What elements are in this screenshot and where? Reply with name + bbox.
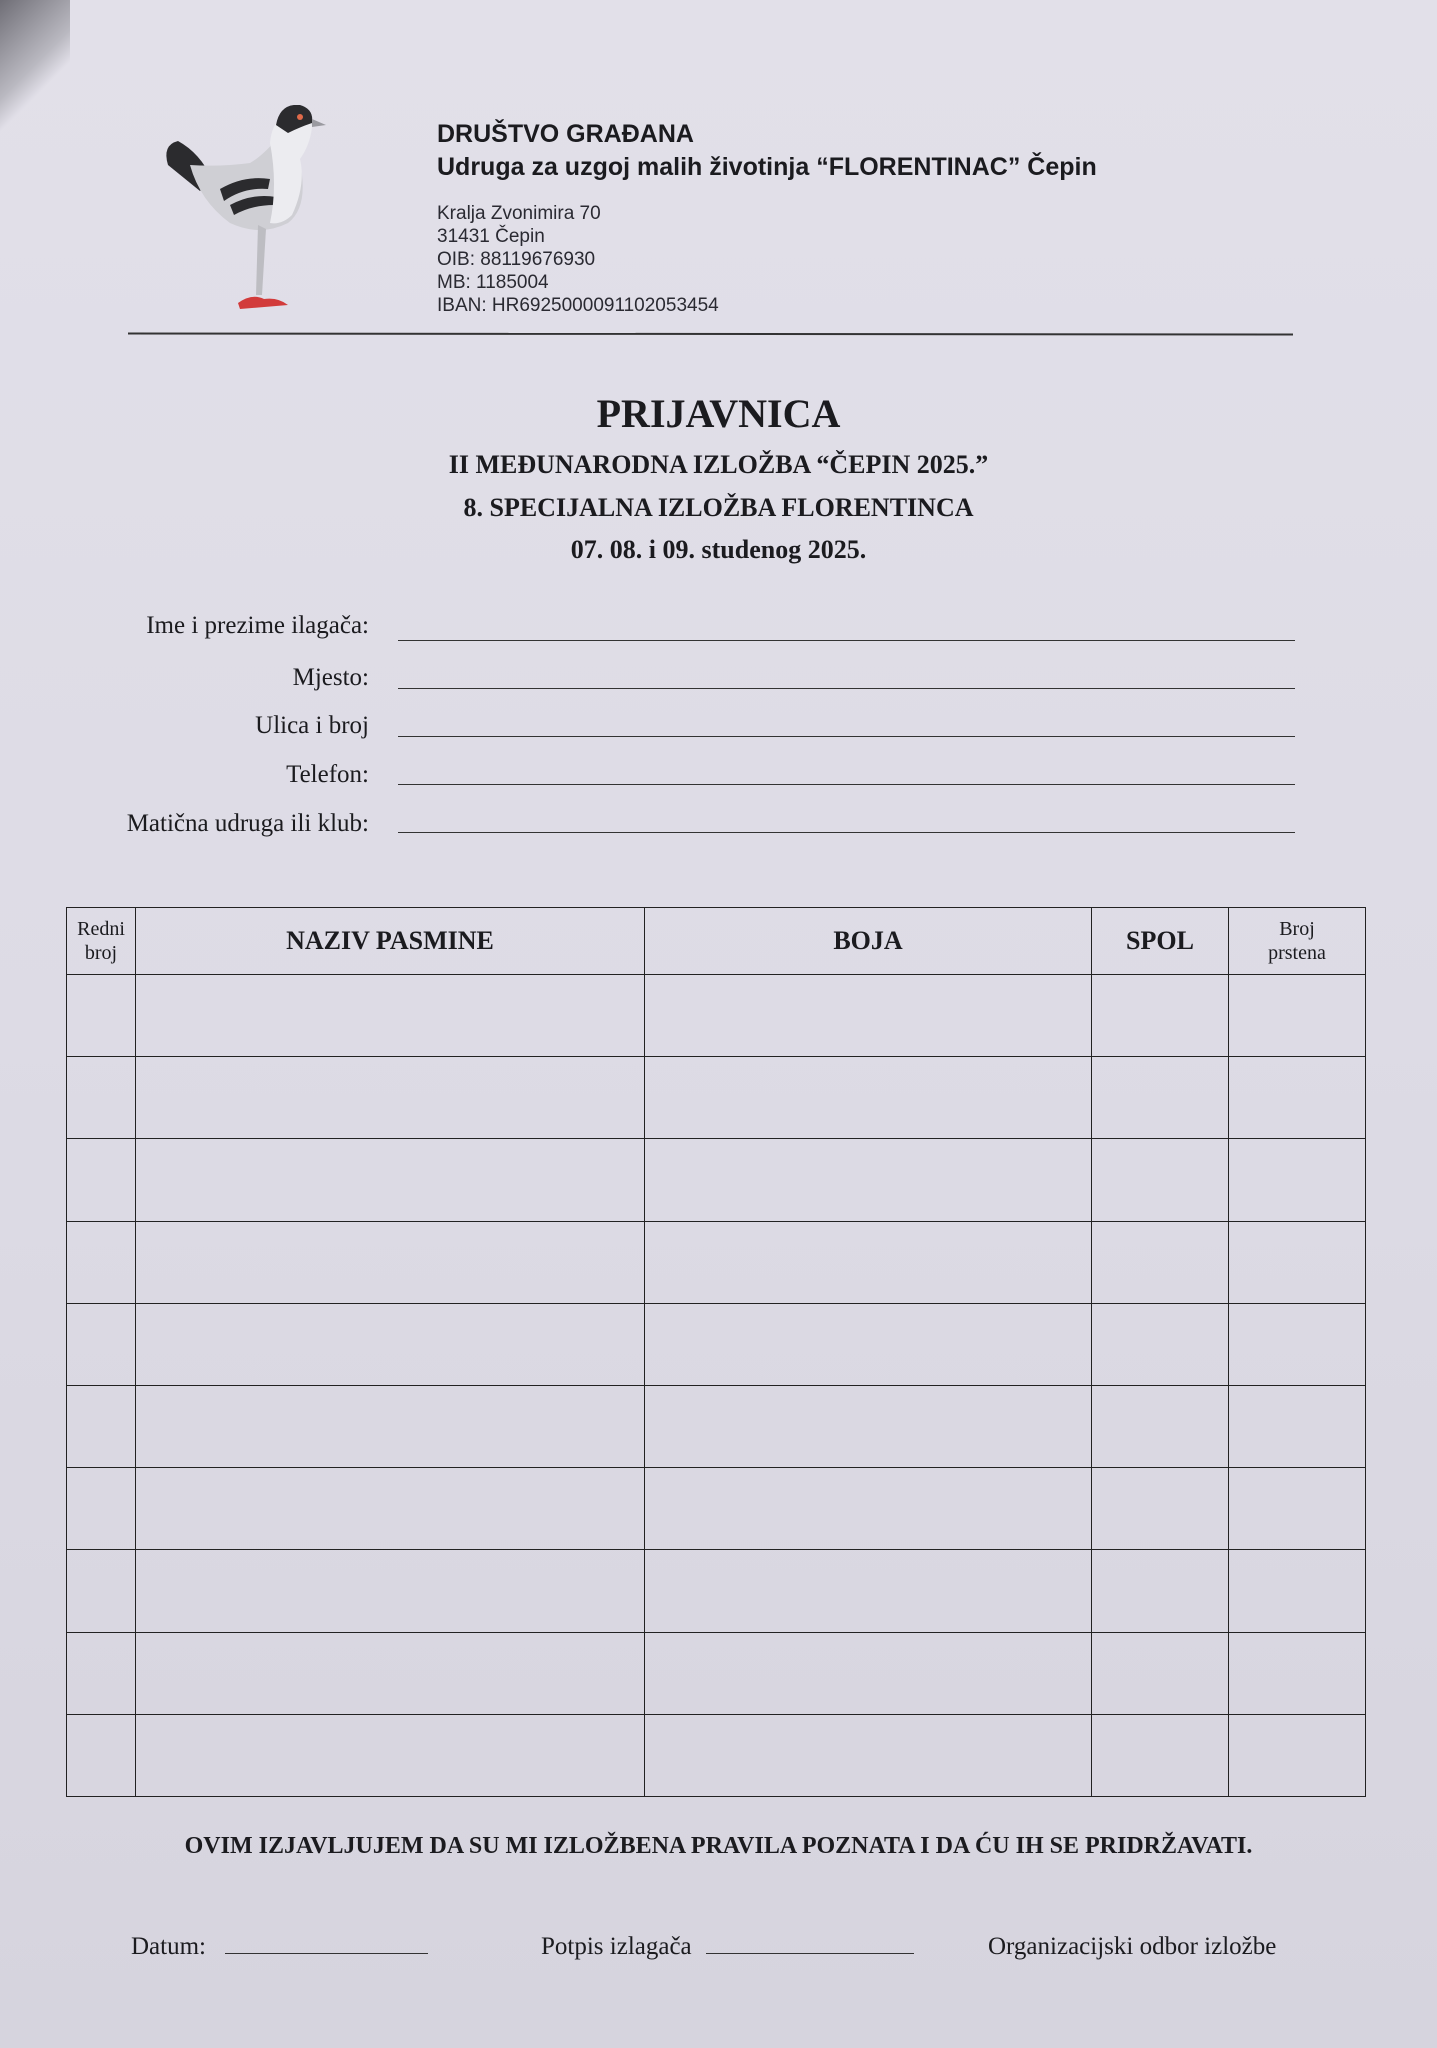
table-cell-sex[interactable]: [1092, 1139, 1229, 1221]
table-cell-no[interactable]: [67, 1139, 136, 1221]
table-cell-color[interactable]: [645, 1303, 1092, 1385]
table-cell-breed[interactable]: [136, 1057, 645, 1139]
table-cell-sex[interactable]: [1092, 1714, 1229, 1796]
table-row: [67, 1385, 1366, 1467]
pigeon-logo-icon: [160, 105, 335, 327]
table-cell-breed[interactable]: [136, 1714, 645, 1796]
column-header-sex: SPOL: [1092, 908, 1229, 975]
table-cell-ring[interactable]: [1229, 1057, 1366, 1139]
field-name-input[interactable]: [398, 640, 1295, 641]
table-cell-ring[interactable]: [1229, 1632, 1366, 1714]
table-cell-sex[interactable]: [1092, 1468, 1229, 1550]
table-cell-ring[interactable]: [1229, 1468, 1366, 1550]
table-cell-breed[interactable]: [136, 1221, 645, 1303]
table-cell-ring[interactable]: [1229, 1221, 1366, 1303]
table-row: [67, 1057, 1366, 1139]
date-label: Datum:: [131, 1933, 206, 1960]
table-row: [67, 1221, 1366, 1303]
declaration-text: OVIM IZJAVLJUJEM DA SU MI IZLOŽBENA PRAVILA POZNATA I DA ĆU IH SE PRIDRŽAVATI.: [184, 1833, 1253, 1859]
committee-label: Organizacijski odbor izložbe: [988, 1933, 1277, 1960]
table-cell-sex[interactable]: [1092, 1221, 1229, 1303]
table-cell-ring[interactable]: [1229, 1139, 1366, 1221]
field-phone-input[interactable]: [398, 784, 1295, 785]
field-label-phone: Telefon:: [286, 761, 369, 788]
org-mb: MB: 1185004: [437, 272, 549, 293]
table-cell-no[interactable]: [67, 1714, 136, 1796]
table-cell-sex[interactable]: [1092, 975, 1229, 1057]
table-cell-sex[interactable]: [1092, 1632, 1229, 1714]
table-cell-no[interactable]: [67, 1221, 136, 1303]
table-cell-color[interactable]: [645, 1632, 1092, 1714]
table-cell-breed[interactable]: [136, 1632, 645, 1714]
table-body: [67, 975, 1366, 1797]
org-oib: OIB: 88119676930: [437, 249, 596, 270]
table-cell-no[interactable]: [67, 975, 136, 1057]
form-subtitle-dates: 07. 08. i 09. studenog 2025.: [570, 535, 867, 564]
org-postal: 31431 Čepin: [437, 226, 545, 247]
column-header-no-line2: broj: [84, 942, 118, 964]
table-row: [67, 1303, 1366, 1385]
table-cell-no[interactable]: [67, 1057, 136, 1139]
table-row: [67, 1139, 1366, 1221]
column-header-no: [67, 908, 136, 975]
table-cell-color[interactable]: [645, 1139, 1092, 1221]
org-name-line2: Udruga za uzgoj malih životinja “FLORENTINAC” Čepin: [437, 153, 1097, 181]
table-cell-sex[interactable]: [1092, 1550, 1229, 1632]
table-cell-ring[interactable]: [1229, 1550, 1366, 1632]
organization-header: [437, 118, 1097, 317]
table-cell-color[interactable]: [645, 1221, 1092, 1303]
table-cell-ring[interactable]: [1229, 1303, 1366, 1385]
table-cell-no[interactable]: [67, 1385, 136, 1467]
field-street-input[interactable]: [398, 736, 1295, 737]
table-cell-breed[interactable]: [136, 1468, 645, 1550]
column-header-ring-line1: Broj: [1279, 918, 1315, 940]
table-cell-sex[interactable]: [1092, 1303, 1229, 1385]
table-cell-color[interactable]: [645, 1714, 1092, 1796]
page-curl-shadow: [0, 0, 70, 150]
table-cell-ring[interactable]: [1229, 1385, 1366, 1467]
column-header-color: BOJA: [645, 908, 1092, 975]
table-cell-breed[interactable]: [136, 1139, 645, 1221]
table-cell-sex[interactable]: [1092, 1385, 1229, 1467]
table-cell-sex[interactable]: [1092, 1057, 1229, 1139]
entries-table: [66, 907, 1366, 1797]
signature-field[interactable]: [706, 1953, 914, 1954]
table-cell-breed[interactable]: [136, 1550, 645, 1632]
table-cell-breed[interactable]: [136, 1303, 645, 1385]
table-header-row: [67, 908, 1366, 975]
field-label-name: Ime i prezime ilagača:: [146, 612, 369, 639]
field-label-street: Ulica i broj: [255, 712, 369, 739]
table-cell-no[interactable]: [67, 1468, 136, 1550]
column-header-ring-line2: prstena: [1268, 942, 1326, 964]
form-title: PRIJAVNICA: [596, 391, 841, 436]
table-cell-color[interactable]: [645, 1468, 1092, 1550]
field-label-club: Matična udruga ili klub:: [126, 810, 369, 837]
column-header-breed: NAZIV PASMINE: [136, 908, 645, 975]
table-row: [67, 1468, 1366, 1550]
column-header-no-line1: Redni: [77, 918, 125, 940]
field-label-place: Mjesto:: [292, 664, 369, 691]
table-cell-color[interactable]: [645, 1057, 1092, 1139]
table-cell-no[interactable]: [67, 1303, 136, 1385]
table-row: [67, 975, 1366, 1057]
table-cell-ring[interactable]: [1229, 975, 1366, 1057]
table-cell-breed[interactable]: [136, 975, 645, 1057]
table-row: [67, 1632, 1366, 1714]
table-cell-no[interactable]: [67, 1632, 136, 1714]
table-cell-no[interactable]: [67, 1550, 136, 1632]
field-place-input[interactable]: [398, 688, 1295, 689]
org-contact-info: [437, 202, 1097, 317]
date-field[interactable]: [225, 1953, 428, 1954]
field-club-input[interactable]: [398, 832, 1295, 833]
signature-label: Potpis izlagača: [541, 1933, 692, 1960]
table-cell-color[interactable]: [645, 1385, 1092, 1467]
table-cell-color[interactable]: [645, 1550, 1092, 1632]
form-subtitle-exhibition: II MEĐUNARODNA IZLOŽBA “ČEPIN 2025.”: [448, 450, 989, 479]
column-header-ring: [1229, 908, 1366, 975]
org-address: Kralja Zvonimira 70: [437, 203, 601, 224]
form-subtitle-special: 8. SPECIJALNA IZLOŽBA FLORENTINCA: [463, 493, 974, 522]
org-iban: IBAN: HR6925000091102053454: [437, 295, 719, 316]
org-name-line1: DRUŠTVO GRAĐANA: [437, 120, 694, 148]
header-divider: [128, 332, 1293, 335]
table-cell-breed[interactable]: [136, 1385, 645, 1467]
table-row: [67, 1550, 1366, 1632]
table-row: [67, 1714, 1366, 1796]
table-cell-ring[interactable]: [1229, 1714, 1366, 1796]
table-cell-color[interactable]: [645, 975, 1092, 1057]
